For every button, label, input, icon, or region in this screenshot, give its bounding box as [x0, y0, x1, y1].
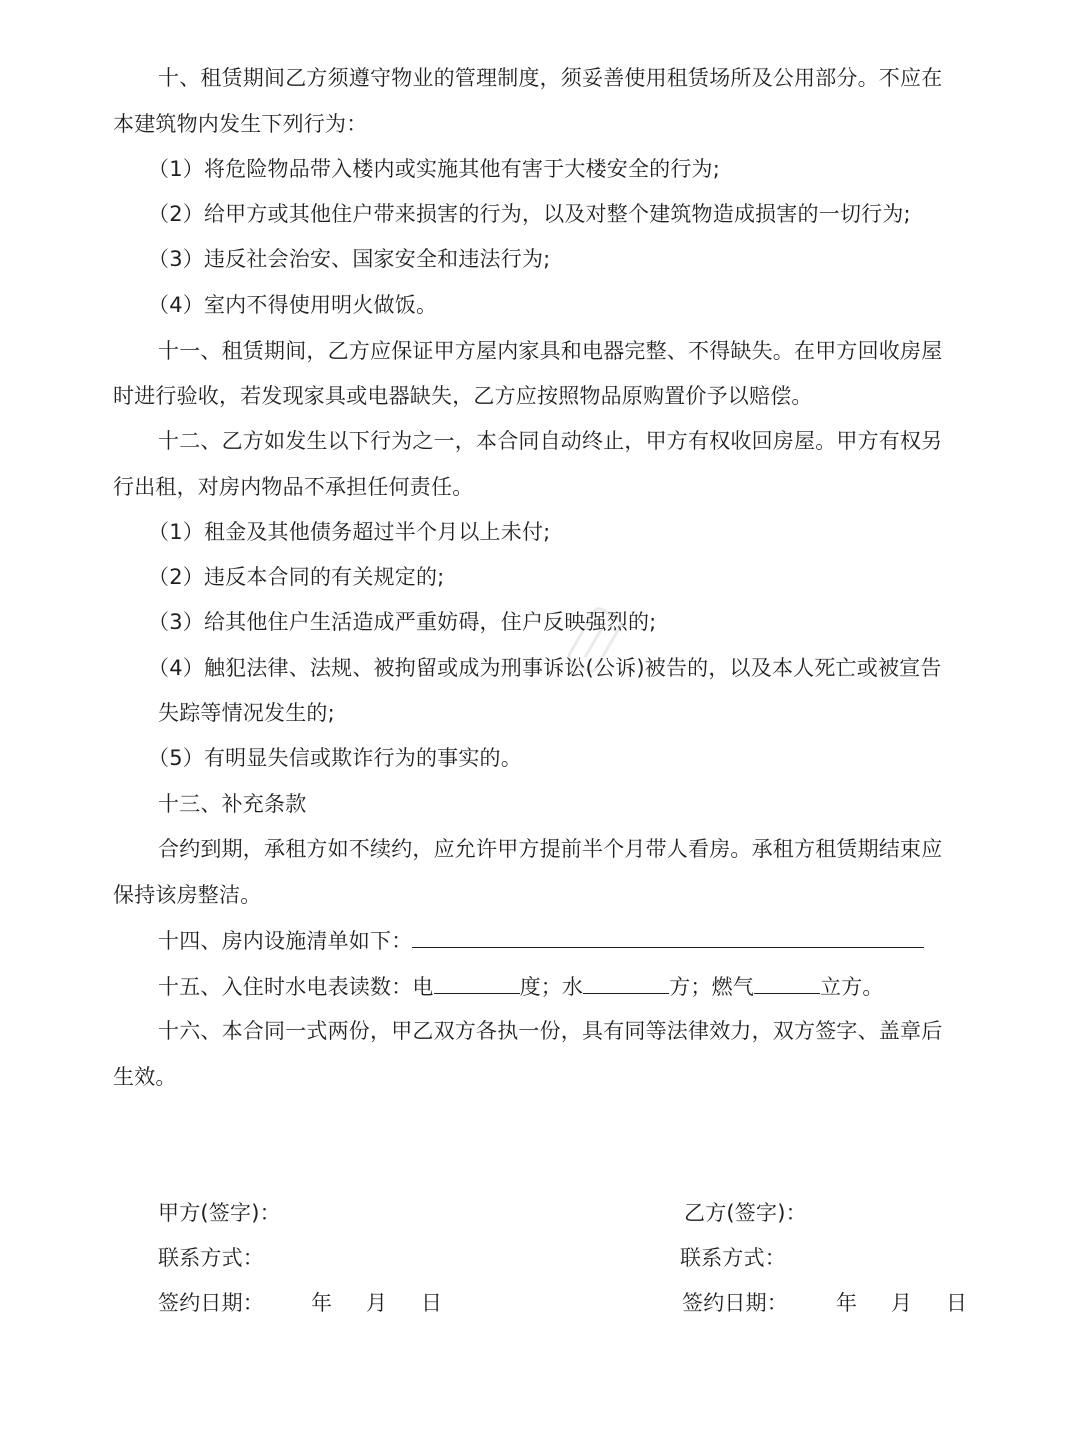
clause-10-line-2: 本建筑物内发生下列行为：: [113, 112, 368, 136]
clause-12-item-3: （3）给其他住户生活造成严重妨碍，住户反映强烈的;: [148, 610, 657, 634]
party-a-signature-label: 甲方(签字)：: [158, 1201, 281, 1225]
clause-10-item-2: （2）给甲方或其他住户带来损害的行为，以及对整个建筑物造成损害的一切行为;: [148, 202, 911, 226]
clause-15: [158, 971, 884, 1002]
clause-12-item-1: （1）租金及其他债务超过半个月以上未付;: [148, 520, 551, 544]
clause-16-line-1: 十六、本合同一式两份，甲乙双方各执一份，具有同等法律效力，双方签字、盖章后: [158, 1019, 943, 1043]
party-a-contact-label: 联系方式：: [158, 1246, 264, 1270]
clause-12-item-2: （2）违反本合同的有关规定的;: [148, 565, 445, 589]
clause-12-line-2: 行出租，对房内物品不承担任何责任。: [113, 475, 474, 499]
clause-11-line-1: 十一、租赁期间，乙方应保证甲方屋内家具和电器完整、不得缺失。在甲方回收房屋: [158, 339, 943, 363]
party-a-month: 月: [366, 1291, 388, 1315]
facility-list-blank[interactable]: [412, 925, 924, 948]
party-b-day: 日: [946, 1291, 968, 1315]
clause-12-item-5: （5）有明显失信或欺诈行为的事实的。: [148, 746, 522, 770]
clause-11-line-2: 时进行验收，若发现家具或电器缺失，乙方应按照物品原购置价予以赔偿。: [113, 384, 813, 408]
clause-10-item-3: （3）违反社会治安、国家安全和违法行为;: [148, 247, 551, 271]
clause-12-line-1: 十二、乙方如发生以下行为之一，本合同自动终止，甲方有权收回房屋。甲方有权另: [158, 429, 943, 453]
party-b-date-label: 签约日期：: [682, 1291, 788, 1315]
clause-15-prefix: 十五、入住时水电表读数：电: [158, 975, 434, 999]
clause-13-line-1: 合约到期，承租方如不续约，应允许甲方提前半个月带人看房。承租方租赁期结束应: [158, 837, 943, 861]
gas-reading-blank[interactable]: [754, 971, 820, 994]
water-reading-blank[interactable]: [583, 971, 669, 994]
electricity-reading-blank[interactable]: [434, 971, 520, 994]
clause-15-unit-2: 方；燃气: [669, 975, 755, 999]
clause-13-title: 十三、补充条款: [158, 792, 307, 816]
clause-10-item-1: （1）将危险物品带入楼内或实施其他有害于大楼安全的行为;: [148, 157, 721, 181]
clause-12-item-4-cont: 失踪等情况发生的;: [158, 701, 335, 725]
clause-14: [158, 925, 924, 956]
party-a-year: 年: [311, 1291, 333, 1315]
party-b-contact-label: 联系方式：: [680, 1246, 786, 1270]
party-a-day: 日: [421, 1291, 443, 1315]
clause-15-unit-3: 立方。: [820, 975, 884, 999]
clause-15-unit-1: 度；水: [519, 975, 584, 999]
party-b-month: 月: [891, 1291, 913, 1315]
clause-10-line-1: 十、租赁期间乙方须遵守物业的管理制度，须妥善使用租赁场所及公用部分。不应在: [158, 66, 943, 90]
clause-12-item-4: （4）触犯法律、法规、被拘留或成为刑事诉讼(公诉)被告的，以及本人死亡或被宣告: [148, 656, 942, 680]
party-b-year: 年: [836, 1291, 858, 1315]
clause-13-line-2: 保持该房整洁。: [113, 883, 262, 907]
clause-16-line-2: 生效。: [113, 1065, 177, 1089]
party-a-date-label: 签约日期：: [158, 1291, 264, 1315]
party-b-signature-label: 乙方(签字)：: [684, 1201, 807, 1225]
clause-14-label: 十四、房内设施清单如下：: [158, 929, 413, 953]
clause-10-item-4: （4）室内不得使用明火做饭。: [148, 293, 438, 317]
